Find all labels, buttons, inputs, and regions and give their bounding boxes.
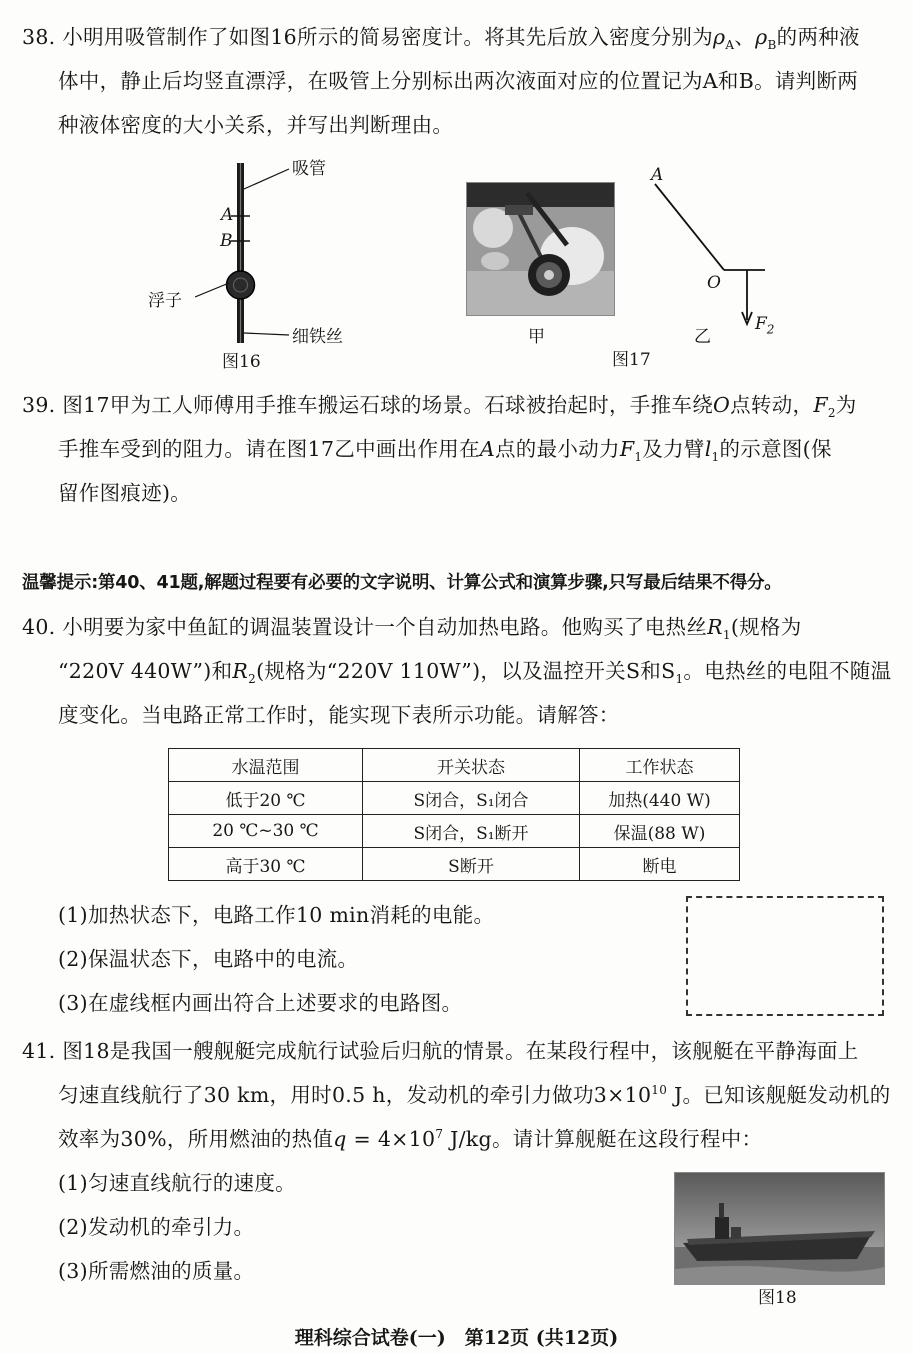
wire-label: 细铁丝 bbox=[292, 327, 343, 347]
float-label: 浮子 bbox=[148, 291, 182, 311]
straw-label: 吸管 bbox=[292, 159, 326, 179]
table-cell: 20 ℃~30 ℃ bbox=[169, 815, 363, 848]
q41-part-2: (2)发动机的牵引力。 bbox=[58, 1215, 255, 1239]
figure-16-caption: 图16 bbox=[222, 352, 261, 372]
table-cell: 高于30 ℃ bbox=[169, 848, 363, 881]
wire-leader-line bbox=[244, 333, 289, 335]
mark-a-label: A bbox=[221, 205, 234, 225]
table-header-cell: 工作状态 bbox=[580, 749, 740, 782]
q38-line-1: 38. 小明用吸管制作了如图16所示的简易密度计。将其先后放入密度分别为$\rho_A$、$\rho_B$的两种液 bbox=[22, 25, 860, 53]
table-row bbox=[169, 782, 740, 815]
float-leader-line bbox=[195, 283, 229, 297]
table-cell: 低于20 ℃ bbox=[169, 782, 363, 815]
table-header-row bbox=[169, 749, 740, 782]
float-ball bbox=[227, 271, 255, 299]
table-cell: S断开 bbox=[363, 848, 580, 881]
q39-line-2: 手推车受到的阻力。请在图17乙中画出作用在A点的最小动力$F_1$及力臂$l_1$的示意图(保 bbox=[58, 437, 832, 465]
table-cell: S闭合，S₁闭合 bbox=[363, 782, 580, 815]
table-header-cell: 水温范围 bbox=[169, 749, 363, 782]
q39-line-1: 39. 图17甲为工人师傅用手推车搬运石球的场景。石球被抬起时，手推车绕O点转动，$F_2$为 bbox=[22, 393, 857, 421]
point-o-label: O bbox=[707, 273, 721, 293]
photo-label-jia: 甲 bbox=[528, 327, 545, 347]
reminder-tip: 温馨提示:第40、41题,解题过程要有必要的文字说明、计算公式和演算步骤,只写最后结果不得分。 bbox=[22, 573, 782, 593]
table-header-cell: 开关状态 bbox=[363, 749, 580, 782]
q40-part-2: (2)保温状态下，电路中的电流。 bbox=[58, 947, 359, 971]
table-row bbox=[169, 848, 740, 881]
figure-18-caption: 图18 bbox=[758, 1288, 797, 1308]
q40-part-1: (1)加热状态下，电路工作10 min消耗的电能。 bbox=[58, 903, 495, 927]
q41-part-3: (3)所需燃油的质量。 bbox=[58, 1259, 255, 1283]
table-cell: 加热(440 W) bbox=[580, 782, 740, 815]
function-table bbox=[168, 748, 740, 881]
q40-line-1: 40. 小明要为家中鱼缸的调温装置设计一个自动加热电路。他购买了电热丝$R_1$(规格为 bbox=[22, 615, 802, 643]
q41-line-3: 效率为30%，所用燃油的热值$q = 4\times 10^7$ J/kg。请计算舰艇在这段行程中： bbox=[58, 1127, 763, 1151]
cart-stone-ball-illustration bbox=[467, 183, 614, 315]
figure-17-caption: 图17 bbox=[612, 350, 651, 370]
straw-leader-line bbox=[244, 169, 289, 189]
q40-line-2: “220V 440W”)和$R_2$(规格为“220V 110W”)，以及温控开关S和$S_1$。电热丝的电阻不随温 bbox=[58, 659, 892, 687]
table-cell: S闭合，S₁断开 bbox=[363, 815, 580, 848]
q38-line-2: 体中，静止后均竖直漂浮，在吸管上分别标出两次液面对应的位置记为A和B。请判断两 bbox=[58, 69, 859, 93]
warship-illustration bbox=[675, 1173, 884, 1284]
q40-part-3: (3)在虚线框内画出符合上述要求的电路图。 bbox=[58, 991, 463, 1015]
q41-line-2: 匀速直线航行了30 km，用时0.5 h，发动机的牵引力做功$3\times 10^{10}$ J。已知该舰艇发动机的 bbox=[58, 1083, 891, 1107]
diagram-label-yi: 乙 bbox=[694, 327, 711, 347]
lever-arm bbox=[655, 184, 724, 270]
q41-part-1: (1)匀速直线航行的速度。 bbox=[58, 1171, 296, 1195]
q40-line-3: 度变化。当电路正常工作时，能实现下表所示功能。请解答： bbox=[58, 703, 620, 727]
q38-line-3: 种液体密度的大小关系，并写出判断理由。 bbox=[58, 113, 454, 137]
figure-17-photo bbox=[466, 182, 615, 316]
table-cell: 保温(88 W) bbox=[580, 815, 740, 848]
q39-line-3: 留作图痕迹)。 bbox=[58, 481, 192, 505]
circuit-answer-box[interactable] bbox=[686, 896, 884, 1016]
page-footer: 理科综合试卷(一) 第12页 (共12页) bbox=[294, 1327, 619, 1349]
figure-18-ship-photo bbox=[674, 1172, 885, 1285]
force-f2-label: $F_2$ bbox=[755, 314, 775, 337]
table-row bbox=[169, 815, 740, 848]
table-cell: 断电 bbox=[580, 848, 740, 881]
q41-line-1: 41. 图18是我国一艘舰艇完成航行试验后归航的情景。在某段行程中，该舰艇在平静海面上 bbox=[22, 1039, 859, 1063]
figure-16-density-meter bbox=[195, 155, 375, 375]
point-a-label: A bbox=[651, 165, 664, 185]
mark-b-label: B bbox=[220, 231, 233, 251]
